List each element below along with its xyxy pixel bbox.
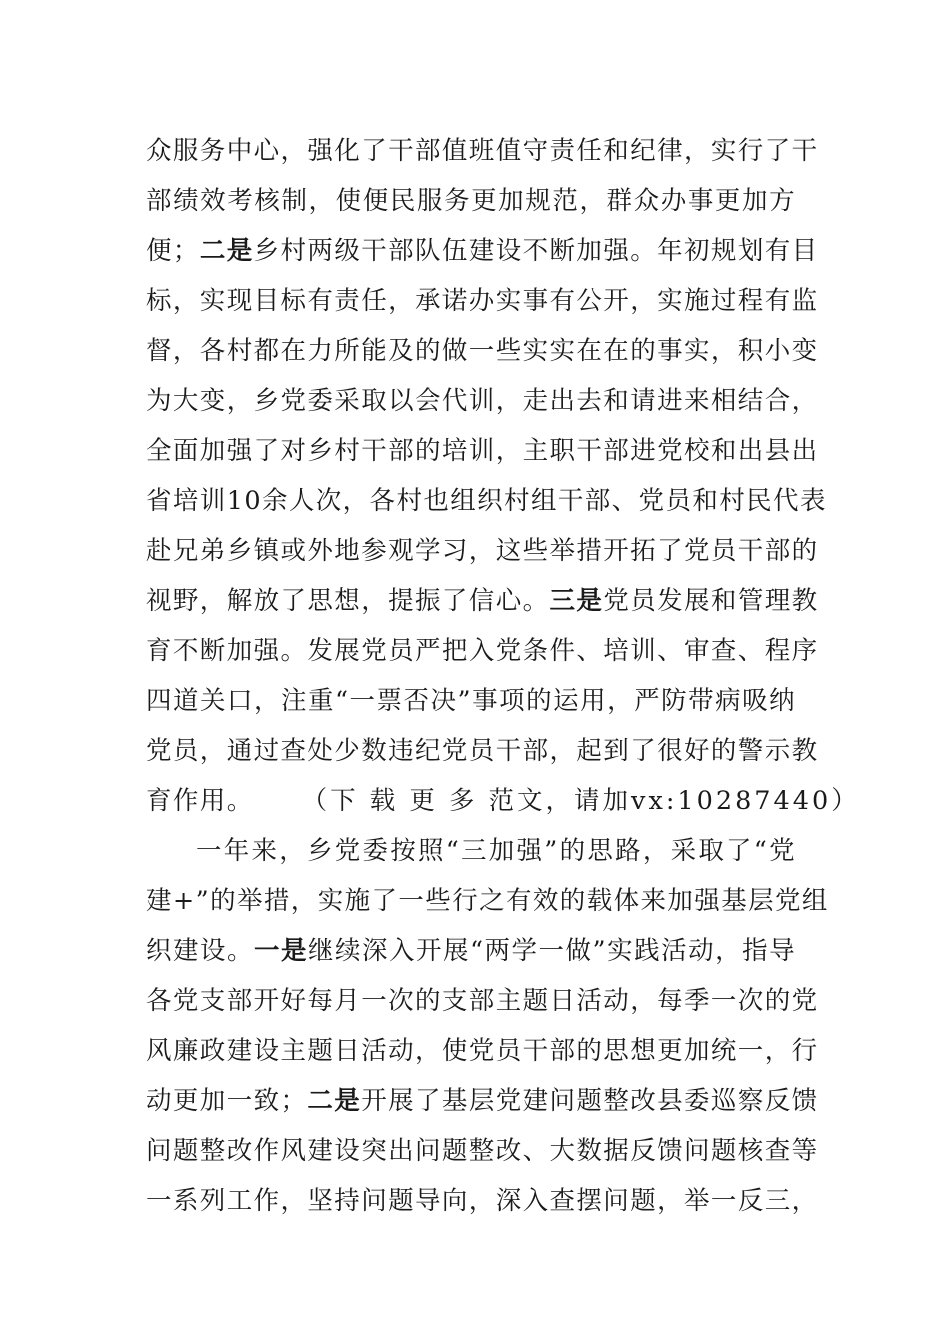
text-line: 育作用。 （下 载 更 多 范文，请加vx:10287440） — [146, 786, 860, 816]
paragraph-first-line: 一年来，乡党委按照“三加强”的思路，采取了“党 — [196, 836, 796, 866]
text-line: 问题整改作风建设突出问题整改、大数据反馈问题核查等 — [146, 1136, 819, 1166]
text-line: 视野，解放了思想，提振了信心。三是党员发展和管理教 — [146, 586, 819, 616]
text-line: 各党支部开好每月一次的支部主题日活动，每季一次的党 — [146, 986, 819, 1016]
text-line: 建+”的举措，实施了一些行之有效的载体来加强基层党组 — [146, 886, 829, 916]
text-line: 为大变，乡党委采取以会代训，走出去和请进来相结合， — [146, 386, 819, 416]
text-line: 全面加强了对乡村干部的培训，主职干部进党校和出县出 — [146, 436, 819, 466]
download-note: （下 载 更 多 范文，请加vx:10287440） — [301, 786, 860, 816]
bold-marker: 一是 — [254, 936, 308, 966]
text-line: 省培训10余人次，各村也组织村组干部、党员和村民代表 — [146, 486, 827, 516]
text-line: 动更加一致；二是开展了基层党建问题整改县委巡察反馈 — [146, 1086, 819, 1116]
bold-marker: 二是 — [307, 1086, 362, 1116]
text-line: 党员，通过查处少数违纪党员干部，起到了很好的警示教 — [146, 736, 819, 766]
text-line: 督，各村都在力所能及的做一些实实在在的事实，积小变 — [146, 336, 819, 366]
text-line: 部绩效考核制，使便民服务更加规范，群众办事更加方 — [146, 186, 796, 216]
text-line: 一系列工作，坚持问题导向，深入查摆问题，举一反三， — [146, 1186, 819, 1216]
bold-marker: 三是 — [549, 586, 604, 616]
text-line: 风廉政建设主题日活动，使党员干部的思想更加统一，行 — [146, 1036, 819, 1066]
text-line: 四道关口，注重“一票否决”事项的运用，严防带病吸纳 — [146, 686, 796, 716]
text-line: 众服务中心，强化了干部值班值守责任和纪律，实行了干 — [146, 136, 819, 166]
bold-marker: 二是 — [199, 236, 254, 266]
text-line: 赴兄弟乡镇或外地参观学习，这些举措开拓了党员干部的 — [146, 536, 819, 566]
text-line: 便；二是乡村两级干部队伍建设不断加强。年初规划有目 — [146, 236, 819, 266]
text-line: 标，实现目标有责任，承诺办实事有公开，实施过程有监 — [146, 286, 819, 316]
text-line: 育不断加强。发展党员严把入党条件、培训、审查、程序 — [146, 636, 819, 666]
text-line: 织建设。一是继续深入开展“两学一做”实践活动，指导 — [146, 936, 796, 966]
